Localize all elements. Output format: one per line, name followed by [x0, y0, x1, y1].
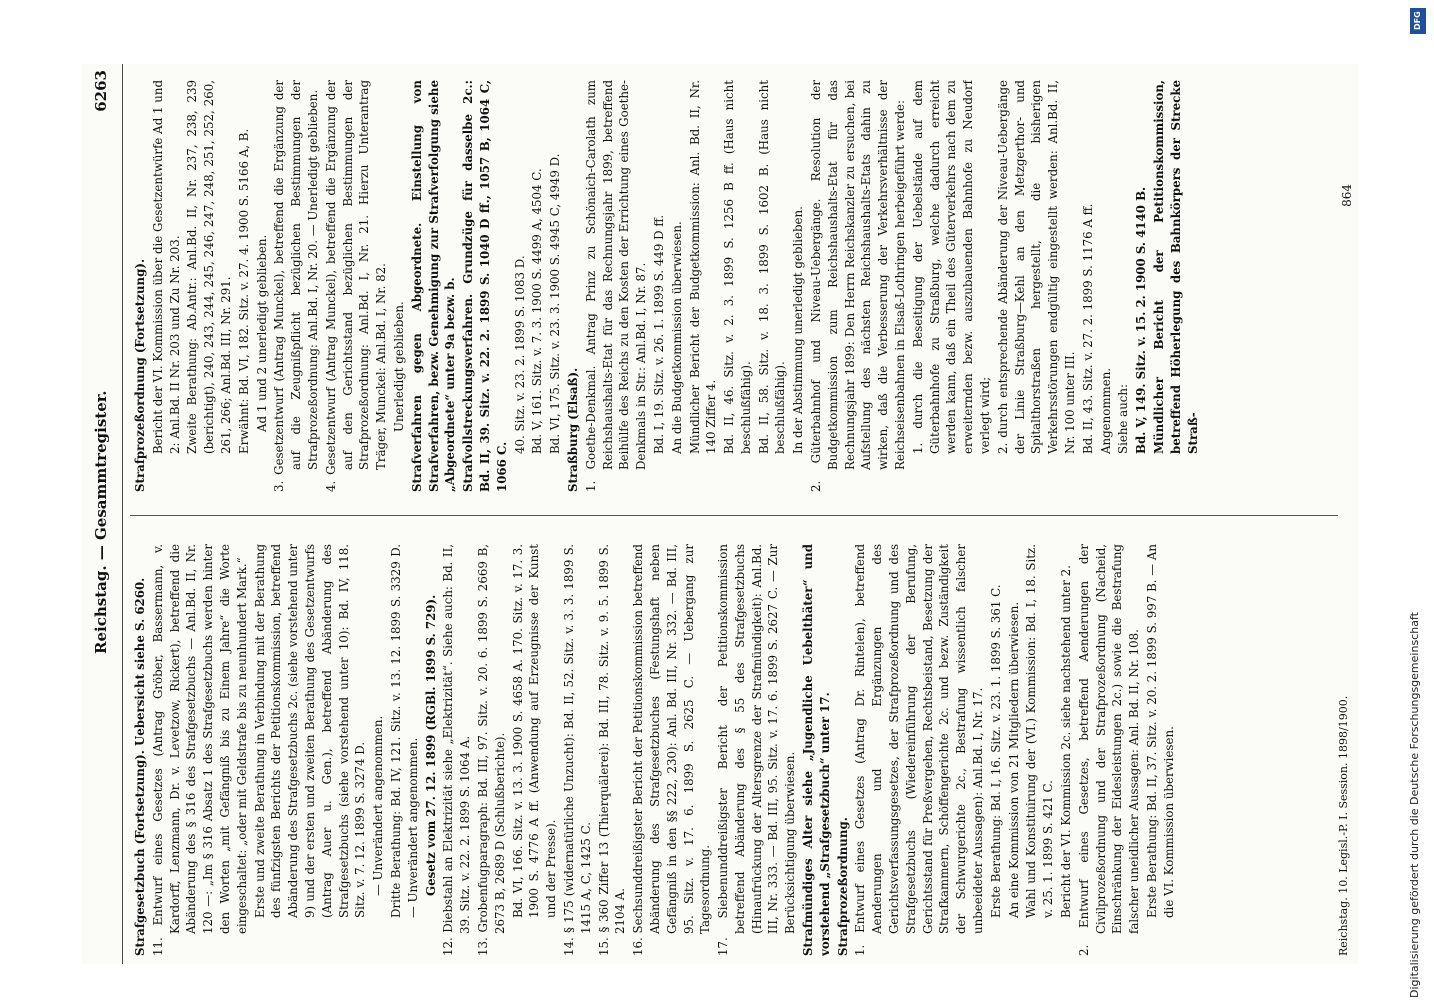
register-entry: 40. Sitz. v. 23. 2. 1899 S. 1083 D.	[512, 255, 527, 454]
register-entry: Bd. I, 19. Sitz. v. 26. 1. 1899 S. 449 D ff.	[651, 214, 666, 454]
register-entry: 15. § 360 Ziffer 13 (Thierquälerei): Bd. III, 78. Sitz. v. 9. 5. 1899 S. 2104 A.	[596, 544, 628, 956]
footer-note: Reichstag. 10. Legisl.-P. I. Session. 1898/1900.	[1337, 695, 1350, 956]
register-entry: Erste und zweite Berathung in Verbindung mit der Berathung des fünfzigsten Berichts der Petitionskommission, betreffend Abänderung des Strafgesetzbuchs 2c. (siehe vorstehend unter 9) und der ersten und zweiten Berathung des Gesetzentwurfs (Antrag Auer u. Gen.), betreffend Abänderung des Strafgesetzbuchs (siehe vorstehend unter 10): Bd. IV, 118. Sitz. v. 7. 12. 1899 S. 3274 D.	[252, 544, 368, 918]
register-entry: Bd. V, 161. Sitz. v. 7. 3. 1900 S. 4499 A, 4504 C.	[530, 168, 545, 454]
register-entry: 13. Grobenfugparagraph: Bd. III, 97. Sitz. v. 20. 6. 1899 S. 2669 B, 2673 B, 2689 D (Schlußberichte).	[475, 544, 507, 956]
register-entry: Zweite Berathung: Ab.Antr.: Anl.Bd. II, Nr. 237, 238, 239 (berichtigt), 240, 243, 244, 245, 246, 247, 248, 251, 252, 260, 261, 266; Anl.Bd. III, Nr. 291.	[185, 80, 233, 454]
register-entry: 1. durch die Beseitigung der Uebelstände auf dem Güterbahnhofe zu Straßburg, welche dadurch erreicht werden kann, daß ein Theil des Güterverkehrs nach dem zu erweiternden bezw. auszubauenden Bahnhofe zu Neudorf verlegt wird;	[910, 80, 993, 454]
register-entry: An die Budgetkommission überwiesen.	[669, 221, 684, 454]
register-entry: Bd. VI, 166. Sitz. v. 13. 3. 1900 S. 4658 A. 170. Sitz. v. 17. 3. 1900 S. 4776 A ff. (Anwendung auf Erzeugnisse der Kunst und der Presse).	[510, 544, 559, 918]
register-entry: 12. Diebstahl an Elektrizität siehe „Elektrizität“. Siehe auch: Bd. II, 39. Sitz. v. 22. 2. 1899 S. 1064 A.	[441, 544, 473, 956]
register-entry: 2. Entwurf eines Gesetzes, betreffend Aenderungen der Civilprozeßordnung und der Strafprozeßordnung (Nacheid, Einschränkung der Eidesleistungen 2c.) sowie die Bestrafung falscher uneidlicher Aussagen: Anl. Bd. II, Nr. 108.	[1076, 544, 1142, 956]
register-entry: Gesetz vom 27. 12. 1899 (RGBl. 1899 S. 729).	[423, 594, 438, 896]
digitization-credit: Digitalisierung gefördert durch die Deutsche Forschungsgemeinschaft	[1408, 612, 1421, 998]
left-column	[132, 544, 1350, 956]
register-entry: Bericht der VI. Kommission über die Gesetzentwürfe Ad 1 und 2: Anl.Bd. II Nr. 203 und Zu Nr. 203.	[150, 80, 182, 454]
register-entry: Unerledigt geblieben.	[391, 301, 406, 432]
register-entry: Bericht der VI. Kommission 2c. siehe nachstehend unter 2.	[1059, 565, 1074, 918]
register-entry: 14. § 175 (widernatürliche Unzucht): Bd. II, 52. Sitz. v. 3. 3. 1899 S. 1415 A, C, 1425 C.	[561, 544, 593, 956]
right-column	[132, 80, 1350, 492]
register-entry: Mündlicher Bericht der Petitionskommission, betreffend Höherlegung des Bahnkörpers der Strecke Straß-	[1152, 80, 1200, 454]
register-entry: Erste Berathung: Bd. I, 16. Sitz. v. 23. 1. 1899 S. 361 C.	[988, 584, 1003, 918]
register-entry: Dritte Berathung: Bd. IV, 121. Sitz. v. 13. 12. 1899 S. 3329 D. — Unverändert angenommen.	[388, 544, 420, 918]
register-entry: Strafverfahren gegen Abgeordnete. Einstellung von Strafverfahren, bezw. Genehmigung zur Strafverfolgung siehe „Abgeordnete“ unter 9a bezw. b.	[409, 80, 458, 492]
register-entry: 2. Güterbahnhof und Niveau-Uebergänge. Resolution der Budgetkommission zum Reichshaushalts-Etat für das Rechnungsjahr 1899: Den Herrn Reichskanzler zu ersuchen, bei Aufstellung des nächsten Reichshaushalts-Etats dahin zu wirken, daß die Verbesserung der Verkehrsverhältnisse der Reichseisenbahnen in Elsaß-Lothringen herbeigeführt werde:	[809, 80, 908, 492]
register-entry: Erwähnt: Bd. VI, 182. Sitz. v. 27. 4. 1900 S. 5166 A, B.	[236, 128, 251, 454]
register-entry: Bd. II, 58. Sitz. v. 18. 3. 1899 S. 1602 B. (Haus nicht beschlußfähig).	[756, 80, 788, 454]
register-entry: Ad 1 und 2 unerledigt geblieben.	[254, 234, 269, 432]
register-entry: — Unverändert angenommen.	[371, 715, 386, 896]
register-entry: Bd. II, 46. Sitz. v. 2. 3. 1899 S. 1256 B ff. (Haus nicht beschlußfähig).	[722, 80, 753, 454]
register-entry: 2. durch entsprechende Abänderung der Niveau-Uebergänge der Linie Straßburg—Kehl an den Metzgerthor- und Spitalthorstraßen hergestellt, die bisherigen Verkehrsstörungen endgültig eingestellt werden: Anl.Bd. II, Nr. 100 unter III.	[995, 80, 1078, 454]
register-entry: Strafprozeßordnung.	[835, 817, 850, 956]
register-page	[82, 64, 1358, 964]
register-entry: An eine Kommission von 21 Mitgliedern überwiesen.	[1006, 601, 1021, 918]
register-entry: 1. Goethe-Denkmal. Antrag Prinz zu Schönaich-Carolath zum Reichshaushalts-Etat für das Rechnungsjahr 1899, betreffend Beihülfe des Reichs zu den Kosten der Errichtung eines Goethe-Denkmals in Str.: Anl.Bd. I, Nr. 87.	[583, 80, 649, 492]
register-entry: Strafmündiges Alter siehe „Jugendliche Uebelthäter“ und vorstehend „Strafgesetzbuch“ unter 17.	[801, 544, 832, 956]
register-entry: Angenommen.	[1098, 367, 1113, 454]
register-entry: Strafgesetzbuch (Fortsetzung). Uebersicht siehe S. 6260.	[133, 577, 147, 956]
column-divider	[130, 515, 1338, 516]
signature-number: 864	[1340, 184, 1354, 207]
register-entry: Siehe auch:	[1116, 384, 1131, 454]
register-entry: Bd. V, 149. Sitz. v. 15. 2. 1900 S. 4140 B.	[1134, 186, 1149, 454]
register-entry: 17. Siebenunddreißigster Bericht der Petitionskommission betreffend Abänderung des § 55 des Strafgesetzbuchs (Hinaufrückung der Altersgrenze der Strafmündigkeit): Anl.Bd. III, Nr. 333. — Bd. III, 95. Sitz. v. 17. 6. 1899 S. 2627 C. — Zur Berücksichtigung überwiesen.	[716, 544, 798, 956]
register-entry: Straßburg (Elsaß).	[565, 367, 580, 492]
register-entry: 1. Entwurf eines Gesetzes (Antrag Dr. Rintelen), betreffend Aenderungen und Ergänzungen des Gerichtsverfassungsgesetzes, der Strafprozeßordnung und des Strafgesetzbuchs (Wiedereinführung der Berufung, Gerichtsstand für Preßvergehen, Rechtsbeistand, Besetzung der Strafkammern, Schöffengerichte 2c. und bezw. Zuständigkeit der Schwurgerichte 2c., Bestrafung wissentlich falscher unbeeideter Aussagen): Anl.Bd. I, Nr. 17.	[853, 544, 986, 956]
register-entry: In der Abstimmung unerledigt geblieben.	[791, 206, 806, 454]
running-title: Reichstag. — Gesammtregister.	[92, 390, 110, 654]
register-entry: 16. Sechsunddreißigster Bericht der Petitionskommission betreffend Abänderung des Strafgesetzbuches (Festungshaft neben Gefängniß in den §§ 222, 230): Anl. Bd. III, Nr. 332. — Bd. III, 95. Sitz. v. 17. 6. 1899 S. 2625 C. — Uebergang zur Tagesordnung.	[631, 544, 713, 956]
register-entry: Erste Berathung: Bd. II, 37. Sitz. v. 20. 2. 1899 S. 997 B. — An die VI. Kommission überwiesen.	[1145, 544, 1176, 918]
register-entry: 4. Gesetzentwurf (Antrag Munckel), betreffend die Ergänzung der auf den Gerichtsstand bezüglichen Bestimmungen der Strafprozeßordnung: Anl.Bd. I, Nr. 21. Hierzu Unterantrag Träger, Munckel: Anl.Bd. I, Nr. 82.	[323, 80, 389, 492]
page-number: 6263	[92, 70, 110, 112]
register-entry: 3. Gesetzentwurf (Antrag Munckel), betreffend die Ergänzung der auf die Zeugnißpflicht bezüglichen Bestimmungen der Strafprozeßordnung: Anl.Bd. I, Nr. 20. — Unerledigt geblieben.	[272, 80, 320, 492]
register-entry: 11. Entwurf eines Gesetzes (Antrag Gröber, Bassermann, v. Kardorff, Lenzmann, Dr. v. Levetzow, Rickert), betreffend die Abänderung des § 316 des Strafgesetzbuchs — Anl.Bd. II, Nr. 120 —: „Im § 316 Absatz 1 des Strafgesetzbuchs werden hinter den Worten „mit Gefängniß bis zu Einem Jahre“ die Worte eingeschaltet: „oder mit Geldstrafe bis zu neunhundert Mark.“	[150, 544, 249, 956]
dfg-logo-icon: DFG	[1410, 8, 1426, 34]
register-entry: Strafprozeßordnung (Fortsetzung).	[133, 258, 147, 492]
register-entry: Strafvollstreckungsverfahren. Grundzüge für dasselbe 2c.: Bd. II, 39. Sitz. v. 22. 2. 1899 S. 1040 D ff., 1057 B, 1064 C, 1066 C.	[461, 80, 509, 492]
register-entry: Mündlicher Bericht der Budgetkommission: Anl. Bd. II, Nr. 140 Ziffer 4.	[687, 80, 719, 454]
page-header	[82, 64, 123, 964]
register-entry: Bd. VI, 175. Sitz. v. 23. 3. 1900 S. 4945 C, 4949 D.	[548, 153, 563, 454]
register-entry: Bd. II, 43. Sitz. v. 27. 2. 1899 S. 1176 A ff.	[1080, 203, 1095, 454]
register-entry: Wahl und Konstituirung der (VI.) Kommission: Bd. I, 18. Sitz. v. 25. 1. 1899 S. 421 C.	[1024, 544, 1056, 918]
